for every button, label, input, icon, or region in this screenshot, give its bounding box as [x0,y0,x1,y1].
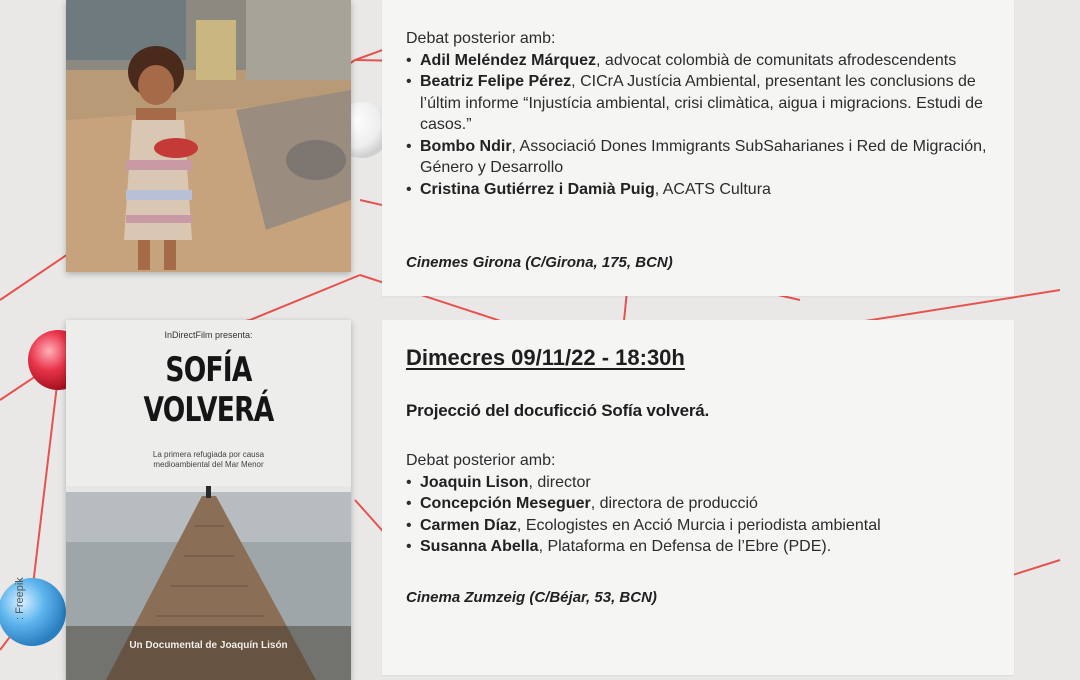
speaker-desc: , Ecologistes en Acció Murcia i periodista ambiental [516,516,881,534]
list-item [406,71,996,136]
speaker-name: Adil Meléndez Márquez [420,51,597,69]
speaker-name: Joaquin Lison [420,473,529,491]
speaker-name: Cristina Gutiérrez i Damià Puig [420,180,655,198]
speaker-desc: , ACATS Cultura [654,180,771,198]
poster-subtitle-line1: La primera refugiada por causa [152,450,265,459]
event1-debate [406,28,996,200]
debate-intro: Debat posterior amb: [406,30,556,47]
debate-intro: Debat posterior amb: [406,452,556,469]
poster-title-line1: SOFÍA [165,350,252,390]
film-poster-2 [66,320,351,680]
speaker-list [406,50,996,201]
poster-presenter: InDirectFilm presenta: [164,330,253,340]
poster-subtitle-line2: medioambiental del Mar Menor [153,460,264,469]
speaker-name: Concepción Meseguer [420,495,591,512]
poster-documentary-credit: Un Documental de Joaquín Lisón [129,640,288,651]
speaker-desc: , CICrA Justícia Ambiental, presentant les conclusions de l’últim informe “Injustícia ambiental, crisi climàtica, aigua i migracions. Estudi de casos.” [420,73,983,133]
speaker-list [406,472,996,558]
poster-subtitle [66,450,351,470]
speaker-desc: , director [528,473,591,491]
event2-debate [406,450,996,558]
speaker-name: Bombo Ndir [420,137,512,155]
poster-title [97,350,319,430]
list-item [406,472,996,494]
list-item [406,50,996,72]
speaker-desc: , directora de producció [590,495,758,512]
speaker-name: Susanna Abella [420,538,539,555]
speaker-name: Carmen Díaz [420,516,517,534]
list-item [406,179,996,201]
event1-venue: Cinemes Girona (C/Girona, 175, BCN) [406,254,673,271]
list-item [406,515,996,537]
list-item [406,536,996,558]
event2-projection: Projecció del docuficció Sofía volverá. [406,401,710,420]
poster-title-line2: VOLVERÁ [143,390,274,430]
image-credit: : Freepik [14,577,26,620]
event2-venue: Cinema Zumzeig (C/Béjar, 53, BCN) [406,589,657,606]
speaker-name: Beatriz Felipe Pérez [420,73,572,90]
list-item [406,493,996,515]
speaker-desc: , advocat colombià de comunitats afrodescendents [596,51,957,69]
speaker-desc: , Associació Dones Immigrants SubSaharianes i Red de Migración, Género y Desarrollo [420,137,987,176]
girl-photo [66,0,351,272]
speaker-desc: , Plataforma en Defensa de l’Ebre (PDE). [538,538,832,555]
event2-date: Dimecres 09/11/22 - 18:30h [406,345,685,370]
list-item [406,136,996,179]
film-poster-1 [66,0,351,272]
